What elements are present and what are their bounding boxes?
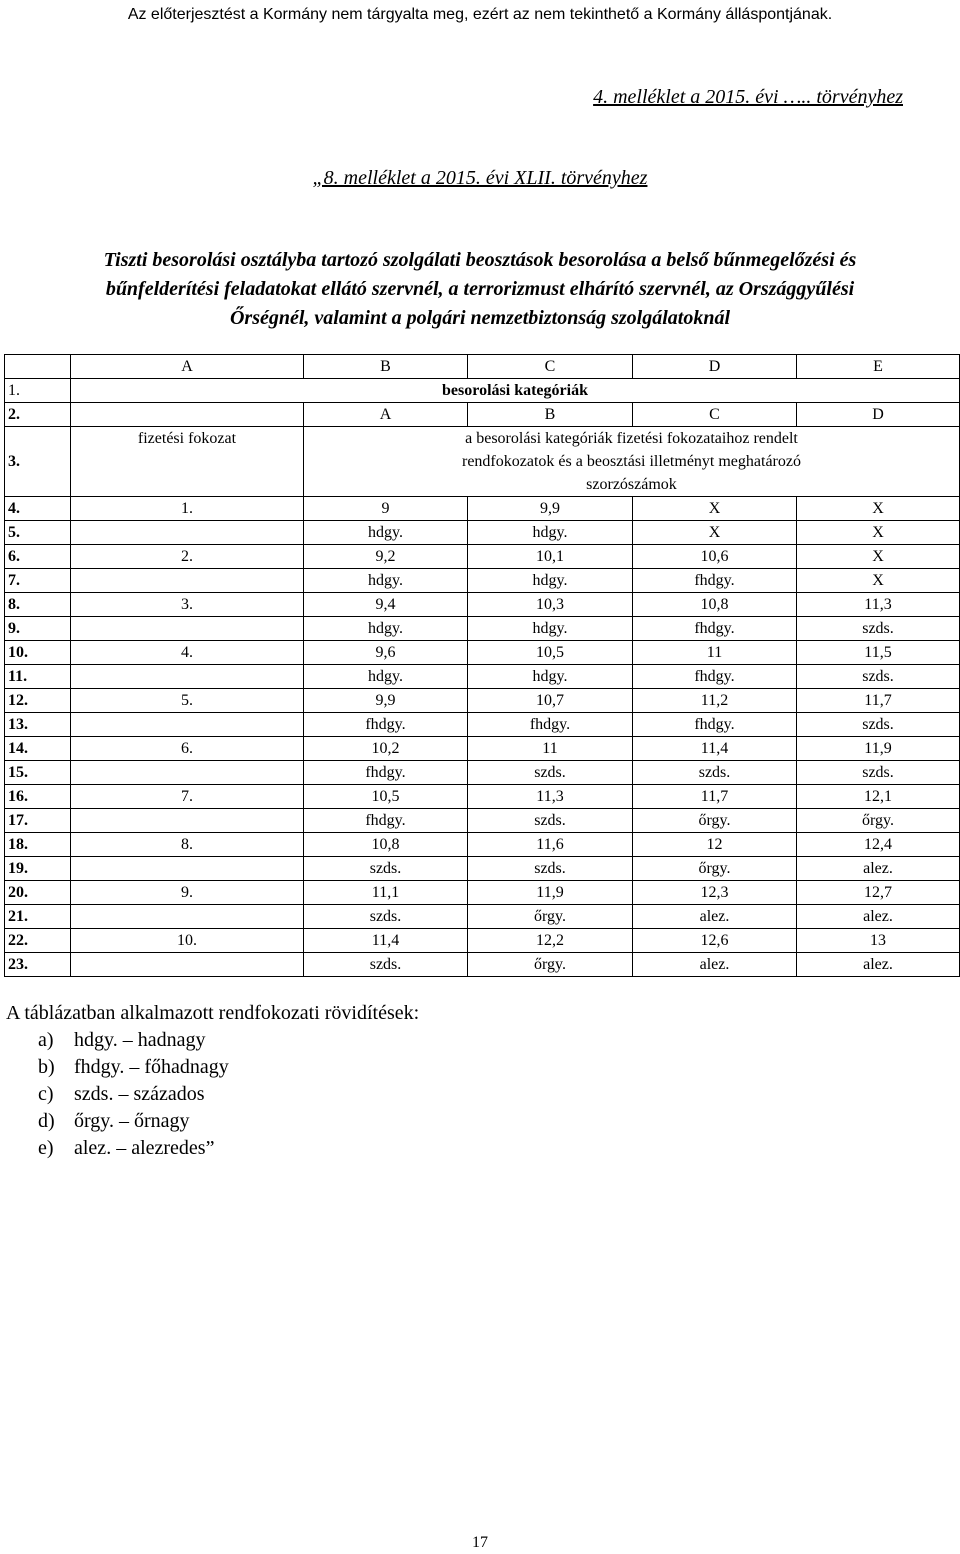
category-letter: B bbox=[468, 403, 633, 427]
pay-grade-cell: 7. bbox=[71, 785, 304, 809]
table-cell: alez. bbox=[633, 953, 797, 977]
table-row bbox=[5, 545, 960, 569]
pay-grade-cell bbox=[71, 857, 304, 881]
table-cell: őrgy. bbox=[633, 857, 797, 881]
table-cell bbox=[71, 403, 304, 427]
row-number: 2. bbox=[5, 403, 71, 427]
legend-text: szds. – százados bbox=[74, 1083, 205, 1105]
table-cell: 11 bbox=[633, 641, 797, 665]
table-cell: 11,2 bbox=[633, 689, 797, 713]
table-row bbox=[5, 905, 960, 929]
table-cell: alez. bbox=[797, 953, 960, 977]
table-cell: alez. bbox=[797, 857, 960, 881]
table-cell bbox=[5, 355, 71, 379]
pay-grade-cell bbox=[71, 905, 304, 929]
table-cell: 10,5 bbox=[468, 641, 633, 665]
table-row bbox=[5, 403, 960, 427]
table-cell: 11,7 bbox=[633, 785, 797, 809]
table-row bbox=[5, 665, 960, 689]
row-number: 3. bbox=[5, 427, 71, 497]
annex-reference-amended: „8. melléklet a 2015. évi XLII. törvényhez bbox=[312, 167, 648, 189]
legend-letter: e) bbox=[38, 1137, 54, 1159]
pay-grade-cell bbox=[71, 569, 304, 593]
table-cell: 9,9 bbox=[304, 689, 468, 713]
table-cell: fhdgy. bbox=[633, 617, 797, 641]
categories-header: besorolási kategóriák bbox=[71, 379, 960, 403]
table-cell: 12,1 bbox=[797, 785, 960, 809]
legend-letter: b) bbox=[38, 1056, 55, 1078]
table-cell: 10,8 bbox=[633, 593, 797, 617]
table-cell: 13 bbox=[797, 929, 960, 953]
title-line: Tiszti besorolási osztályba tartozó szolgálati beosztások besorolása a belső bűnmegelőzési és bbox=[103, 249, 857, 271]
column-letter-row bbox=[5, 355, 960, 379]
column-letter: D bbox=[633, 355, 797, 379]
pay-grade-cell bbox=[71, 761, 304, 785]
row-number: 8. bbox=[5, 593, 71, 617]
legend-item bbox=[6, 1081, 419, 1108]
pay-grade-cell bbox=[71, 521, 304, 545]
classification-table bbox=[4, 354, 960, 977]
table-cell: 11,4 bbox=[304, 929, 468, 953]
table-cell: 12,2 bbox=[468, 929, 633, 953]
category-letter: D bbox=[797, 403, 960, 427]
row-number: 5. bbox=[5, 521, 71, 545]
table-cell: fhdgy. bbox=[633, 569, 797, 593]
table-cell: 10,3 bbox=[468, 593, 633, 617]
table-row bbox=[5, 809, 960, 833]
legend-text: fhdgy. – főhadnagy bbox=[74, 1056, 229, 1078]
title-line: bűnfelderítési feladatokat ellátó szervnél, a terrorizmust elhárító szervnél, az Országgyűlési bbox=[105, 278, 855, 300]
table-cell: fhdgy. bbox=[633, 665, 797, 689]
legend-letter: a) bbox=[38, 1029, 54, 1051]
table-cell: 10,7 bbox=[468, 689, 633, 713]
table-cell: fhdgy. bbox=[468, 713, 633, 737]
table-cell: fhdgy. bbox=[304, 713, 468, 737]
table-cell: 11,1 bbox=[304, 881, 468, 905]
pay-grade-cell: 6. bbox=[71, 737, 304, 761]
table-cell: szds. bbox=[468, 809, 633, 833]
table-cell: szds. bbox=[304, 953, 468, 977]
table-cell: 12,7 bbox=[797, 881, 960, 905]
table-cell: 11,5 bbox=[797, 641, 960, 665]
table-cell: szds. bbox=[304, 905, 468, 929]
row-number: 20. bbox=[5, 881, 71, 905]
legend-text: hdgy. – hadnagy bbox=[74, 1029, 206, 1051]
table-cell: őrgy. bbox=[797, 809, 960, 833]
row-number: 4. bbox=[5, 497, 71, 521]
legend-text: őrgy. – őrnagy bbox=[74, 1110, 190, 1132]
pay-grade-header: fizetési fokozat bbox=[71, 427, 304, 497]
column-letter: A bbox=[71, 355, 304, 379]
table-cell: szds. bbox=[633, 761, 797, 785]
table-cell: szds. bbox=[304, 857, 468, 881]
row-number: 11. bbox=[5, 665, 71, 689]
row-number: 14. bbox=[5, 737, 71, 761]
table-row bbox=[5, 761, 960, 785]
category-letter: C bbox=[633, 403, 797, 427]
table-cell: 12,4 bbox=[797, 833, 960, 857]
row-number: 16. bbox=[5, 785, 71, 809]
table-cell: hdgy. bbox=[304, 617, 468, 641]
table-cell: fhdgy. bbox=[633, 713, 797, 737]
table-cell: szds. bbox=[468, 857, 633, 881]
table-row bbox=[5, 617, 960, 641]
column-letter: E bbox=[797, 355, 960, 379]
table-row bbox=[5, 593, 960, 617]
legend-text: alez. – alezredes” bbox=[74, 1137, 215, 1159]
legend-item bbox=[6, 1027, 419, 1054]
row-number: 1. bbox=[5, 379, 71, 403]
table-cell: 11,3 bbox=[797, 593, 960, 617]
table-row bbox=[5, 427, 960, 497]
table-cell: 12,6 bbox=[633, 929, 797, 953]
pay-grade-cell: 1. bbox=[71, 497, 304, 521]
table-cell: őrgy. bbox=[468, 905, 633, 929]
table-cell: X bbox=[633, 497, 797, 521]
table-cell: 10,5 bbox=[304, 785, 468, 809]
pay-grade-cell: 3. bbox=[71, 593, 304, 617]
table-cell: 11,3 bbox=[468, 785, 633, 809]
annex-reference-current: 4. melléklet a 2015. évi ….. törvényhez bbox=[593, 86, 903, 108]
row-number: 9. bbox=[5, 617, 71, 641]
table-row bbox=[5, 689, 960, 713]
table-cell: X bbox=[633, 521, 797, 545]
pay-grade-cell: 2. bbox=[71, 545, 304, 569]
table-cell: 11,4 bbox=[633, 737, 797, 761]
table-cell: 11,6 bbox=[468, 833, 633, 857]
column-letter: C bbox=[468, 355, 633, 379]
table-cell: fhdgy. bbox=[304, 809, 468, 833]
table-cell: szds. bbox=[797, 617, 960, 641]
pay-grade-cell bbox=[71, 809, 304, 833]
row-number: 13. bbox=[5, 713, 71, 737]
table-row bbox=[5, 929, 960, 953]
pay-grade-cell bbox=[71, 665, 304, 689]
legend-letter: c) bbox=[38, 1083, 54, 1105]
table-cell: hdgy. bbox=[304, 569, 468, 593]
table-cell: szds. bbox=[797, 713, 960, 737]
table-cell: 9,9 bbox=[468, 497, 633, 521]
table-cell: 9,4 bbox=[304, 593, 468, 617]
table-cell: 10,2 bbox=[304, 737, 468, 761]
table-row bbox=[5, 833, 960, 857]
legend-item bbox=[6, 1108, 419, 1135]
row-number: 12. bbox=[5, 689, 71, 713]
table-row bbox=[5, 569, 960, 593]
table-cell: 11,9 bbox=[468, 881, 633, 905]
table-cell: 11,7 bbox=[797, 689, 960, 713]
table-cell: X bbox=[797, 545, 960, 569]
table-cell: fhdgy. bbox=[304, 761, 468, 785]
table-row bbox=[5, 379, 960, 403]
table-cell: 9,2 bbox=[304, 545, 468, 569]
title-line: Őrségnél, valamint a polgári nemzetbiztonság szolgálatoknál bbox=[229, 307, 731, 329]
legend-item bbox=[6, 1054, 419, 1081]
row-number: 10. bbox=[5, 641, 71, 665]
document-title bbox=[0, 246, 960, 333]
row-number: 15. bbox=[5, 761, 71, 785]
table-row bbox=[5, 737, 960, 761]
table-cell: hdgy. bbox=[304, 521, 468, 545]
pay-grade-cell bbox=[71, 953, 304, 977]
table-row bbox=[5, 857, 960, 881]
table-cell: szds. bbox=[468, 761, 633, 785]
table-row bbox=[5, 641, 960, 665]
table-cell: 12,3 bbox=[633, 881, 797, 905]
pay-grade-cell: 10. bbox=[71, 929, 304, 953]
table-cell: X bbox=[797, 569, 960, 593]
table-row bbox=[5, 497, 960, 521]
table-cell: 9 bbox=[304, 497, 468, 521]
table-cell: hdgy. bbox=[468, 521, 633, 545]
table-row bbox=[5, 713, 960, 737]
table-cell: 12 bbox=[633, 833, 797, 857]
pay-grade-cell: 5. bbox=[71, 689, 304, 713]
abbreviation-legend bbox=[6, 1000, 419, 1162]
table-cell: hdgy. bbox=[468, 569, 633, 593]
category-letter: A bbox=[304, 403, 468, 427]
row-number: 22. bbox=[5, 929, 71, 953]
table-cell: 9,6 bbox=[304, 641, 468, 665]
table-row bbox=[5, 785, 960, 809]
table-cell: hdgy. bbox=[468, 665, 633, 689]
row-number: 23. bbox=[5, 953, 71, 977]
table-row bbox=[5, 881, 960, 905]
legend-heading: A táblázatban alkalmazott rendfokozati rövidítések: bbox=[6, 1002, 420, 1024]
row-number: 17. bbox=[5, 809, 71, 833]
table-row bbox=[5, 521, 960, 545]
table-cell: hdgy. bbox=[304, 665, 468, 689]
table-cell: hdgy. bbox=[468, 617, 633, 641]
page-number: 17 bbox=[472, 1534, 488, 1551]
header-notice: Az előterjesztést a Kormány nem tárgyalta meg, ezért az nem tekinthető a Kormány álláspontjának. bbox=[127, 6, 833, 23]
table-cell: 10,6 bbox=[633, 545, 797, 569]
pay-grade-cell bbox=[71, 713, 304, 737]
legend-letter: d) bbox=[38, 1110, 55, 1132]
pay-grade-cell: 4. bbox=[71, 641, 304, 665]
table-cell: X bbox=[797, 521, 960, 545]
row-number: 21. bbox=[5, 905, 71, 929]
table-cell: őrgy. bbox=[468, 953, 633, 977]
table-cell: 10,1 bbox=[468, 545, 633, 569]
table-cell: 11 bbox=[468, 737, 633, 761]
pay-grade-cell bbox=[71, 617, 304, 641]
table-cell: szds. bbox=[797, 665, 960, 689]
table-cell: X bbox=[797, 497, 960, 521]
multiplier-header: a besorolási kategóriák fizetési fokozataihoz rendelt rendfokozatok és a beosztási illetményt meghatározó szorzószámok bbox=[304, 427, 960, 497]
table-cell: alez. bbox=[797, 905, 960, 929]
pay-grade-cell: 9. bbox=[71, 881, 304, 905]
column-letter: B bbox=[304, 355, 468, 379]
row-number: 7. bbox=[5, 569, 71, 593]
row-number: 18. bbox=[5, 833, 71, 857]
table-cell: 10,8 bbox=[304, 833, 468, 857]
table-row bbox=[5, 953, 960, 977]
row-number: 19. bbox=[5, 857, 71, 881]
table-cell: alez. bbox=[633, 905, 797, 929]
table-cell: szds. bbox=[797, 761, 960, 785]
table-cell: 11,9 bbox=[797, 737, 960, 761]
legend-item bbox=[6, 1135, 419, 1162]
table-cell: őrgy. bbox=[633, 809, 797, 833]
pay-grade-cell: 8. bbox=[71, 833, 304, 857]
row-number: 6. bbox=[5, 545, 71, 569]
